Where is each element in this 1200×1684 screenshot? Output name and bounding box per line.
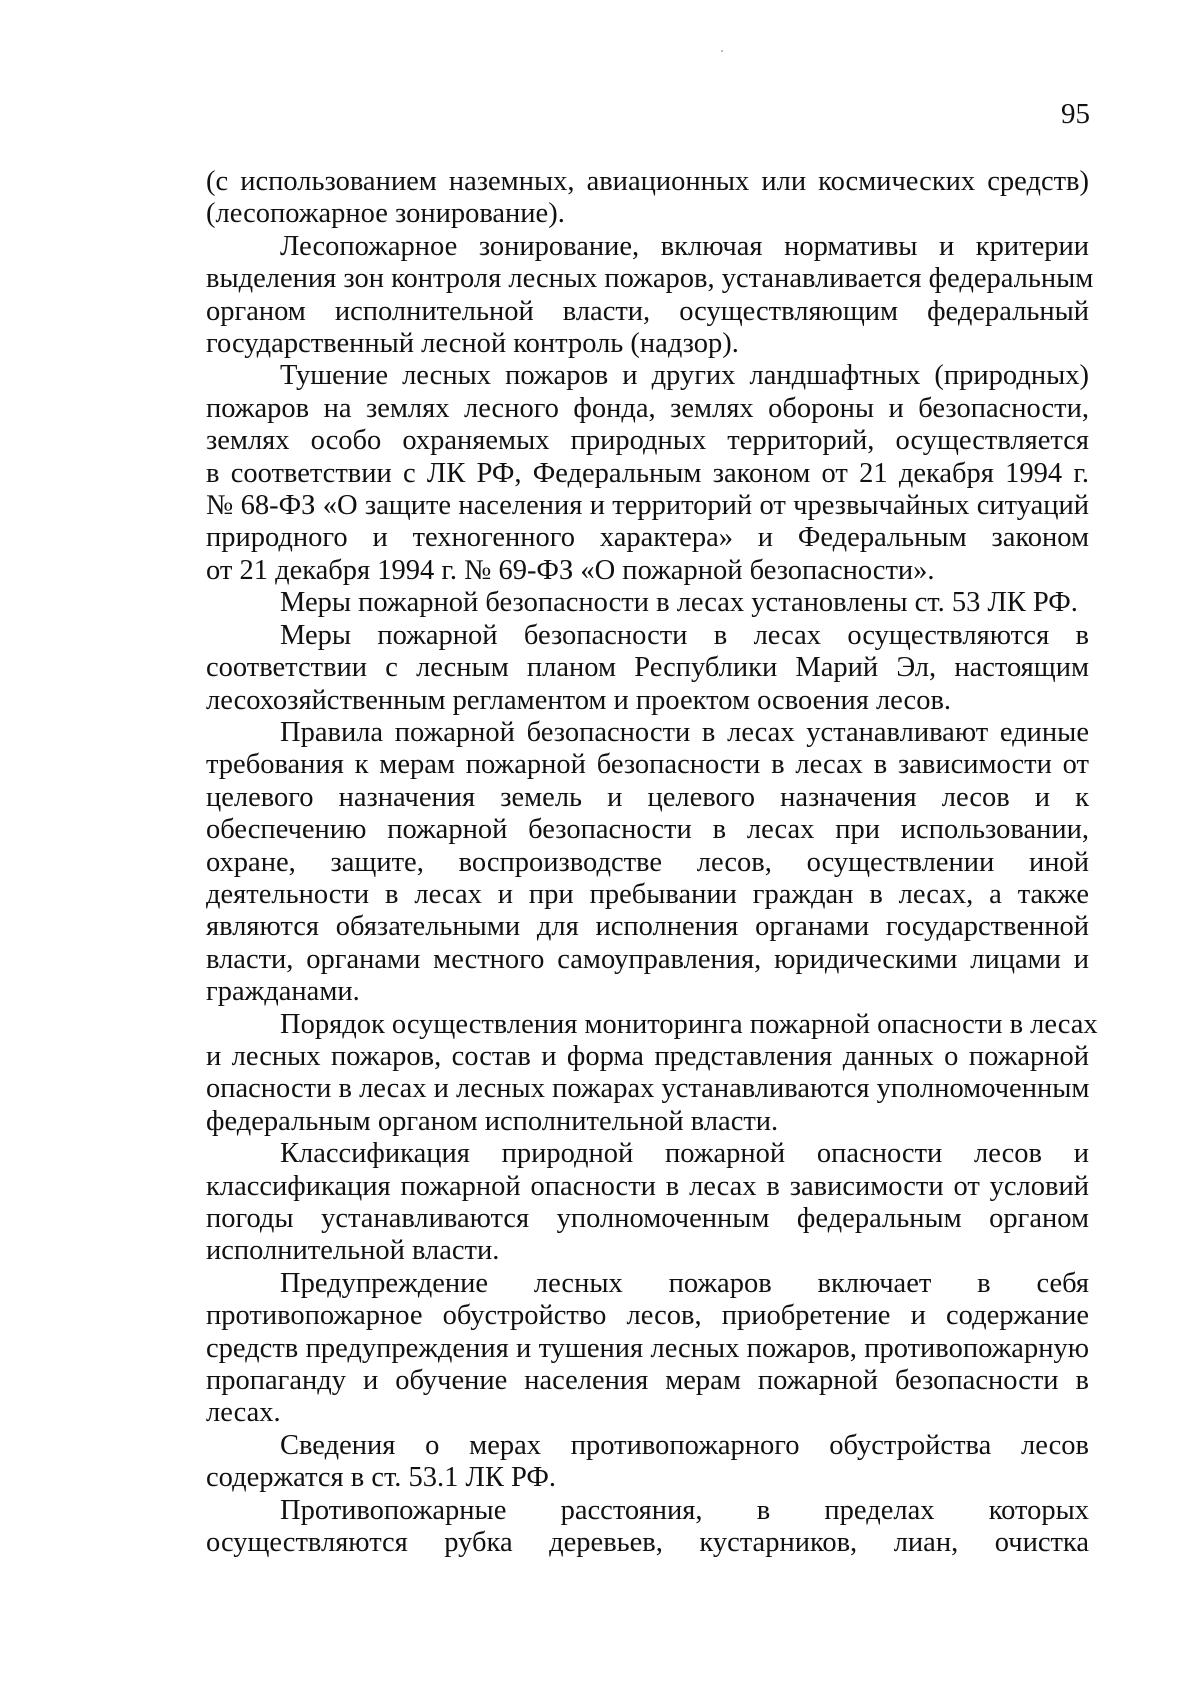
- paragraph: [206, 1268, 1089, 1430]
- text-line: Лесопожарное зонирование, включая нормативы и критерии: [280, 230, 1089, 262]
- text-line: Классификация природной пожарной опасности лесов и: [280, 1138, 1089, 1170]
- paragraph: [206, 717, 1089, 1009]
- text-line: и лесных пожаров, состав и форма представления данных о пожарной: [206, 1040, 1089, 1072]
- text-line: Сведения о мерах противопожарного обустройства лесов: [280, 1429, 1089, 1461]
- text-line: лесохозяйственным регламентом и проектом освоения лесов.: [206, 684, 952, 716]
- text-line: № 68-ФЗ «О защите населения и территорий от чрезвычайных ситуаций: [206, 490, 1089, 522]
- paragraph: [206, 360, 1089, 587]
- text-line: соответствии с лесным планом Республики Марий Эл, настоящим: [206, 652, 1089, 684]
- text-line: природного и техногенного характера» и Федеральным законом: [206, 522, 1089, 554]
- text-line: в соответствии с ЛК РФ, Федеральным законом от 21 декабря 1994 г.: [206, 457, 1089, 489]
- text-line: являются обязательными для исполнения органами государственной: [206, 911, 1089, 943]
- text-line: требования к мерам пожарной безопасности в лесах в зависимости от: [206, 749, 1089, 781]
- text-line: (с использованием наземных, авиационных или космических средств): [206, 166, 1089, 197]
- text-line: Тушение лесных пожаров и других ландшафтных (природных): [280, 360, 1089, 392]
- paragraph: [206, 230, 1094, 361]
- text-line: пропаганду и обучение населения мерам пожарной безопасности в: [206, 1365, 1089, 1397]
- text-line: пожаров на землях лесного фонда, землях обороны и безопасности,: [206, 392, 1089, 424]
- body-text: [206, 166, 1098, 1559]
- text-line: гражданами.: [206, 976, 360, 1008]
- text-line: опасности в лесах и лесных пожарах устанавливаются уполномоченным: [206, 1073, 1090, 1105]
- text-line: государственный лесной контроль (надзор).: [206, 328, 739, 360]
- text-line: власти, органами местного самоуправления, юридическими лицами и: [206, 943, 1089, 975]
- scan-artifact: [721, 50, 723, 52]
- paragraph: [206, 1430, 1089, 1495]
- text-line: выделения зон контроля лесных пожаров, устанавливается федеральным: [206, 263, 1094, 295]
- text-line: от 21 декабря 1994 г. № 69-ФЗ «О пожарной безопасности».: [206, 554, 935, 586]
- page-number: 95: [1061, 98, 1090, 130]
- paragraph: [206, 1008, 1098, 1139]
- text-line: противопожарное обустройство лесов, приобретение и содержание: [206, 1300, 1089, 1332]
- text-line: Меры пожарной безопасности в лесах осуществляются в: [280, 619, 1089, 651]
- text-line: органом исполнительной власти, осуществляющим федеральный: [206, 295, 1089, 327]
- text-line: землях особо охраняемых природных территорий, осуществляется: [206, 425, 1089, 457]
- paragraph: [206, 1495, 1089, 1560]
- text-line: погоды устанавливаются уполномоченным федеральным органом: [206, 1203, 1089, 1234]
- text-line: классификация пожарной опасности в лесах в зависимости от условий: [206, 1170, 1089, 1202]
- paragraph: [206, 587, 1089, 619]
- text-line: (лесопожарное зонирование).: [206, 198, 565, 230]
- text-line: Противопожарные расстояния, в пределах которых: [280, 1494, 1089, 1526]
- text-line: содержатся в ст. 53.1 ЛК РФ.: [206, 1462, 557, 1494]
- text-line: лесах.: [206, 1397, 281, 1429]
- text-line: федеральным органом исполнительной власти.: [206, 1105, 779, 1137]
- paragraph: [206, 620, 1089, 717]
- text-line: охране, защите, воспроизводстве лесов, осуществлении иной: [206, 846, 1089, 878]
- paragraph: [206, 1138, 1089, 1268]
- text-line: Меры пожарной безопасности в лесах установлены ст. 53 ЛК РФ.: [280, 587, 1078, 619]
- text-line: осуществляются рубка деревьев, кустарников, лиан, очистка: [206, 1527, 1089, 1559]
- paragraph: [206, 166, 1089, 231]
- text-line: обеспечению пожарной безопасности в лесах при использовании,: [206, 814, 1089, 846]
- text-line: Порядок осуществления мониторинга пожарной опасности в лесах: [280, 1008, 1098, 1040]
- text-line: деятельности в лесах и при пребывании граждан в лесах, а также: [206, 878, 1089, 910]
- text-line: средств предупреждения и тушения лесных пожаров, противопожарную: [206, 1332, 1089, 1364]
- text-line: Правила пожарной безопасности в лесах устанавливают единые: [280, 716, 1089, 748]
- text-line: целевого назначения земель и целевого назначения лесов и к: [206, 781, 1089, 813]
- text-line: исполнительной власти.: [206, 1235, 500, 1267]
- text-line: Предупреждение лесных пожаров включает в себя: [280, 1267, 1089, 1299]
